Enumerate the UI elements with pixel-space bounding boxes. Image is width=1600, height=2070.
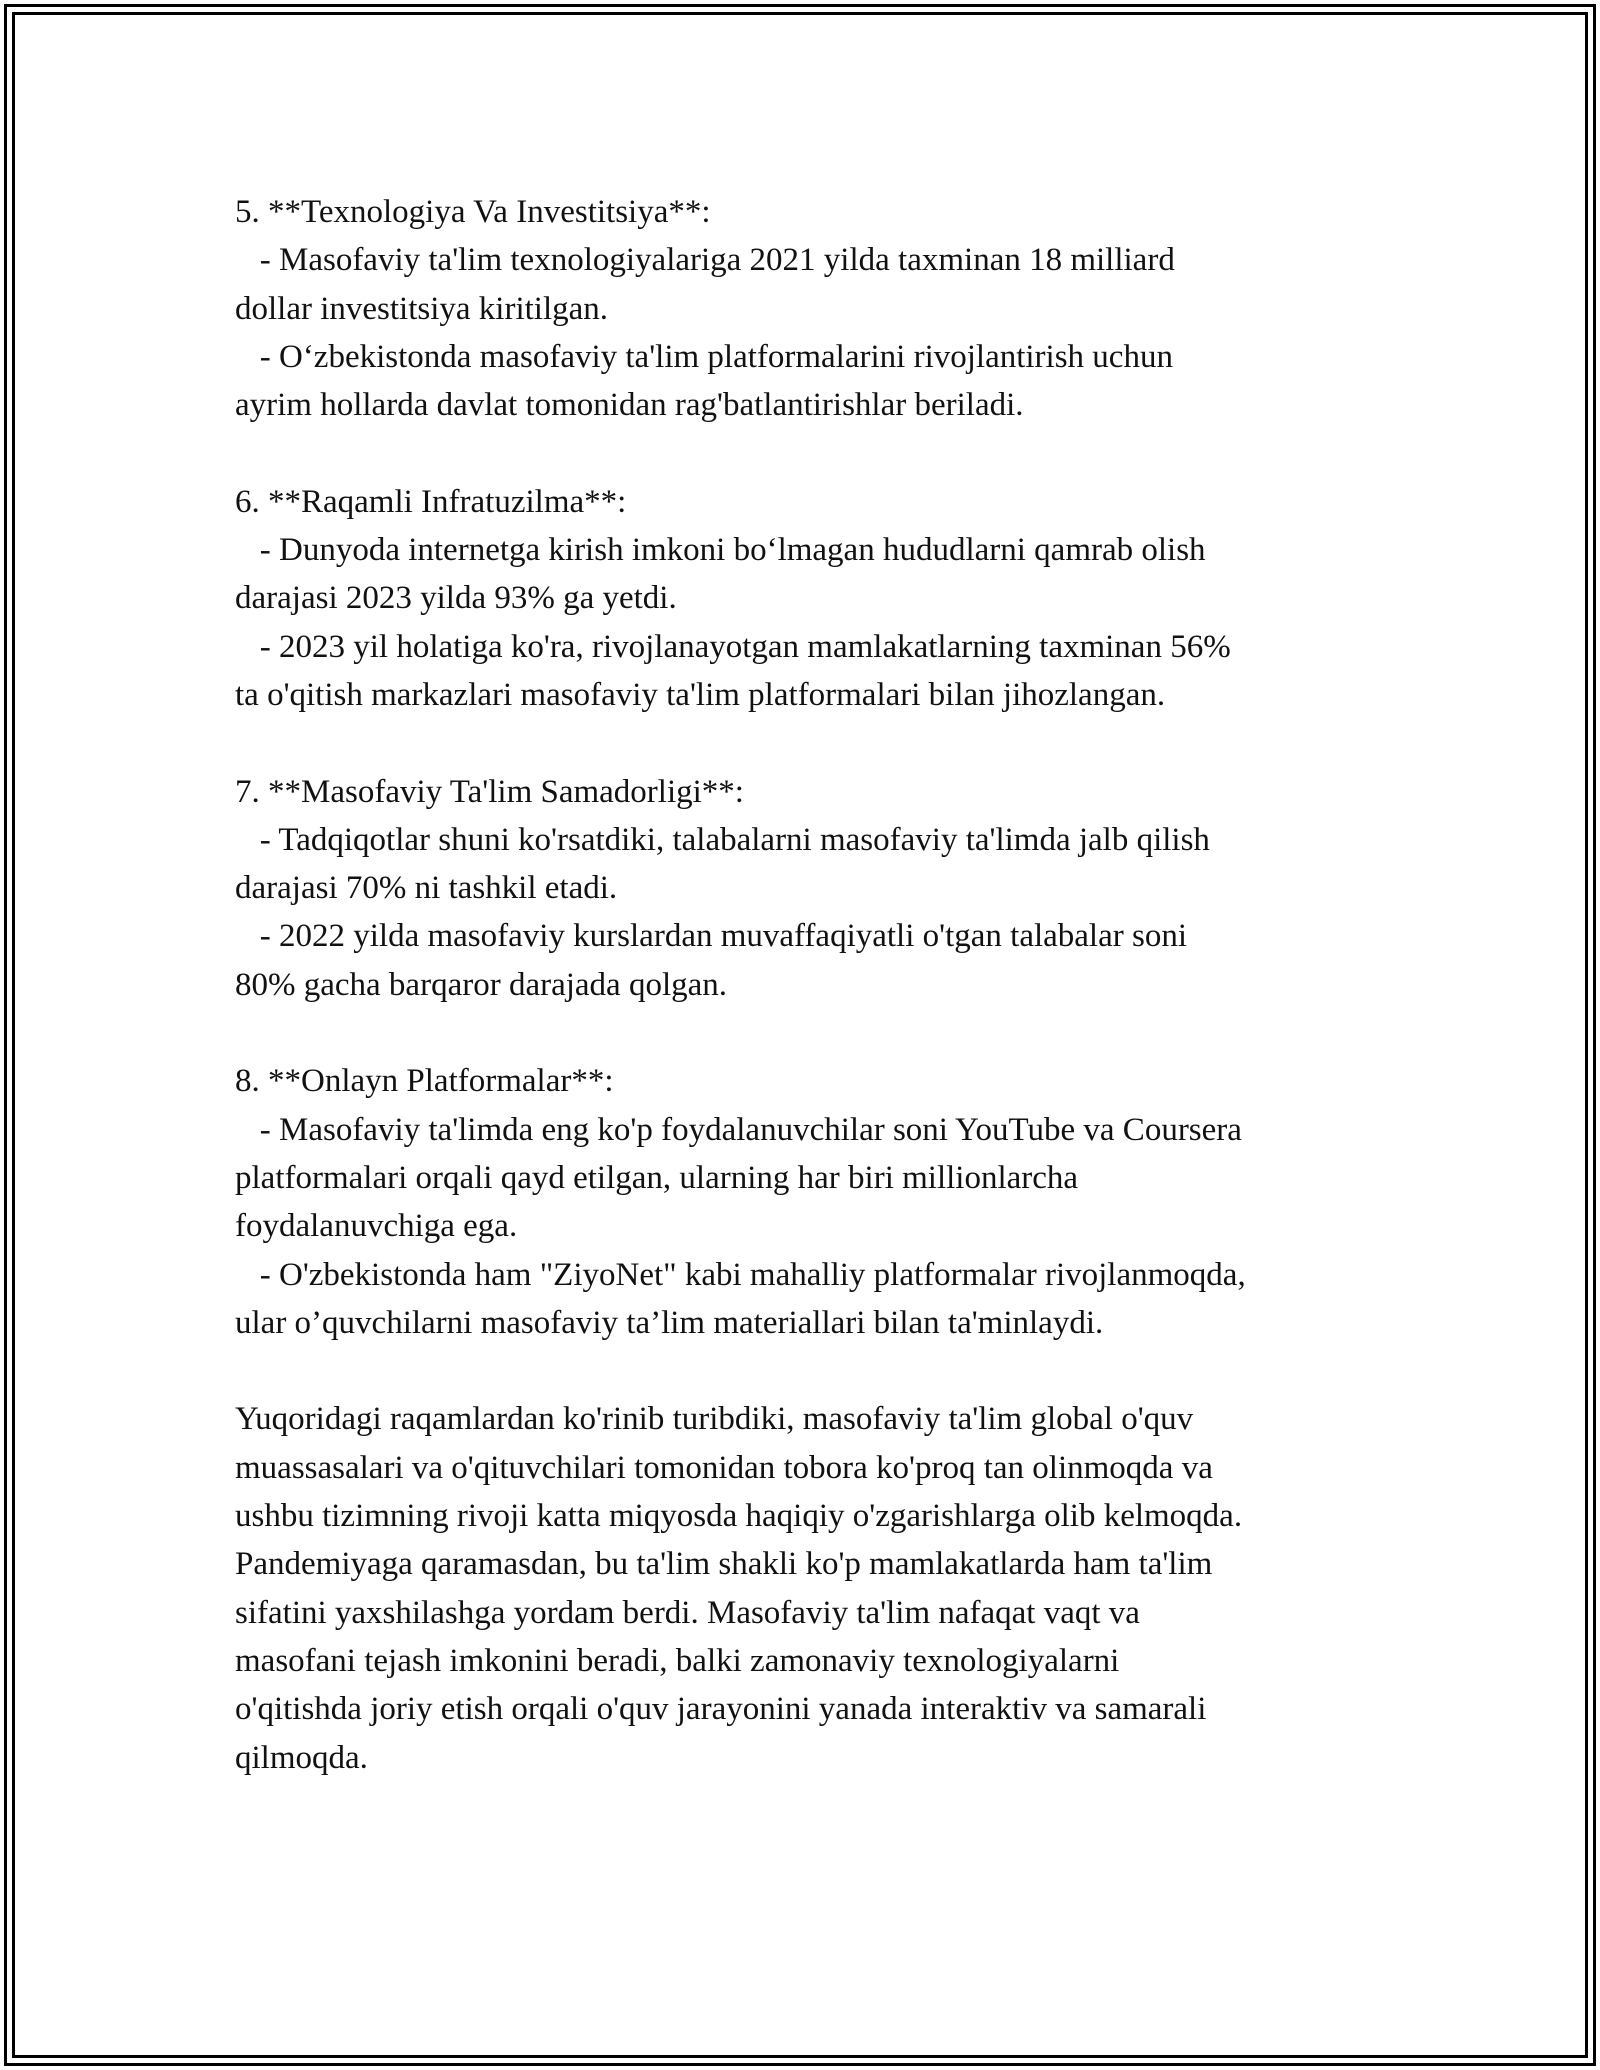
text-line: darajasi 2023 yilda 93% ga yetdi. bbox=[235, 580, 677, 617]
text-line: ular o’quvchilarni masofaviy ta’lim materiallari bilan ta'minlaydi. bbox=[235, 1304, 1104, 1341]
text-line: 80% gacha barqaror darajada qolgan. bbox=[235, 966, 728, 1003]
text-line: muassasalari va o'qituvchilari tomonidan tobora ko'proq tan olinmoqda va bbox=[235, 1449, 1213, 1486]
section-masofaviy-talim-samadorligi bbox=[235, 768, 1415, 1009]
text-line: ta o'qitish markazlari masofaviy ta'lim platformalari bilan jihozlangan. bbox=[235, 676, 1166, 713]
text-line: - Tadqiqotlar shuni ko'rsatdiki, talabalarni masofaviy ta'limda jalb qilish bbox=[235, 821, 1210, 858]
text-line: - O'zbekistonda ham "ZiyoNet" kabi mahalliy platformalar rivojlanmoqda, bbox=[235, 1256, 1246, 1293]
section-heading: 8. **Onlayn Platformalar**: bbox=[235, 1063, 614, 1100]
text-line: - Dunyoda internetga kirish imkoni bo‘lmagan hududlarni qamrab olish bbox=[235, 532, 1206, 569]
section-heading: 5. **Texnologiya Va Investitsiya**: bbox=[235, 194, 711, 230]
text-line: foydalanuvchiga ega. bbox=[235, 1208, 518, 1245]
paragraph-gap bbox=[235, 1347, 1415, 1395]
text-line: dollar investitsiya kiritilgan. bbox=[235, 290, 609, 327]
text-line: - 2022 yilda masofaviy kurslardan muvaffaqiyatli o'tgan talabalar soni bbox=[235, 918, 1187, 955]
section-heading: 6. **Raqamli Infratuzilma**: bbox=[235, 483, 627, 520]
section-texnologiya-investitsiya bbox=[235, 188, 1415, 429]
paragraph-gap bbox=[235, 1009, 1415, 1057]
text-line: - Masofaviy ta'limda eng ko'p foydalanuvchilar soni YouTube va Coursera bbox=[235, 1111, 1242, 1148]
text-line: sifatini yaxshilashga yordam berdi. Masofaviy ta'lim nafaqat vaqt va bbox=[235, 1594, 1140, 1631]
text-line: ushbu tizimning rivoji katta miqyosda haqiqiy o'zgarishlarga olib kelmoqda. bbox=[235, 1498, 1243, 1535]
document-body bbox=[235, 188, 1415, 1782]
text-line: qilmoqda. bbox=[235, 1739, 368, 1776]
text-line: masofani tejash imkonini beradi, balki zamonaviy texnologiyalarni bbox=[235, 1642, 1120, 1679]
text-line: ayrim hollarda davlat tomonidan rag'batlantirishlar beriladi. bbox=[235, 387, 1024, 424]
text-line: platformalari orqali qayd etilgan, ularning har biri millionlarcha bbox=[235, 1159, 1079, 1196]
text-line: - 2023 yil holatiga ko'ra, rivojlanayotgan mamlakatlarning taxminan 56% bbox=[235, 628, 1231, 665]
text-line: - Masofaviy ta'lim texnologiyalariga 2021 yilda taxminan 18 milliard bbox=[235, 242, 1175, 279]
paragraph-gap bbox=[235, 429, 1415, 477]
section-onlayn-platformalar bbox=[235, 1057, 1415, 1347]
text-line: - O‘zbekistonda masofaviy ta'lim platformalarini rivojlantirish uchun bbox=[235, 338, 1173, 375]
text-line: darajasi 70% ni tashkil etadi. bbox=[235, 870, 618, 907]
text-line: Pandemiyaga qaramasdan, bu ta'lim shakli ko'p mamlakatlarda ham ta'lim bbox=[235, 1546, 1213, 1583]
conclusion-paragraph bbox=[235, 1395, 1415, 1781]
paragraph-gap bbox=[235, 719, 1415, 767]
text-line: o'qitishda joriy etish orqali o'quv jarayonini yanada interaktiv va samarali bbox=[235, 1691, 1207, 1728]
section-raqamli-infratuzilma bbox=[235, 478, 1415, 719]
section-heading: 7. **Masofaviy Ta'lim Samadorligi**: bbox=[235, 773, 744, 810]
text-line: Yuqoridagi raqamlardan ko'rinib turibdiki, masofaviy ta'lim global o'quv bbox=[235, 1401, 1194, 1438]
